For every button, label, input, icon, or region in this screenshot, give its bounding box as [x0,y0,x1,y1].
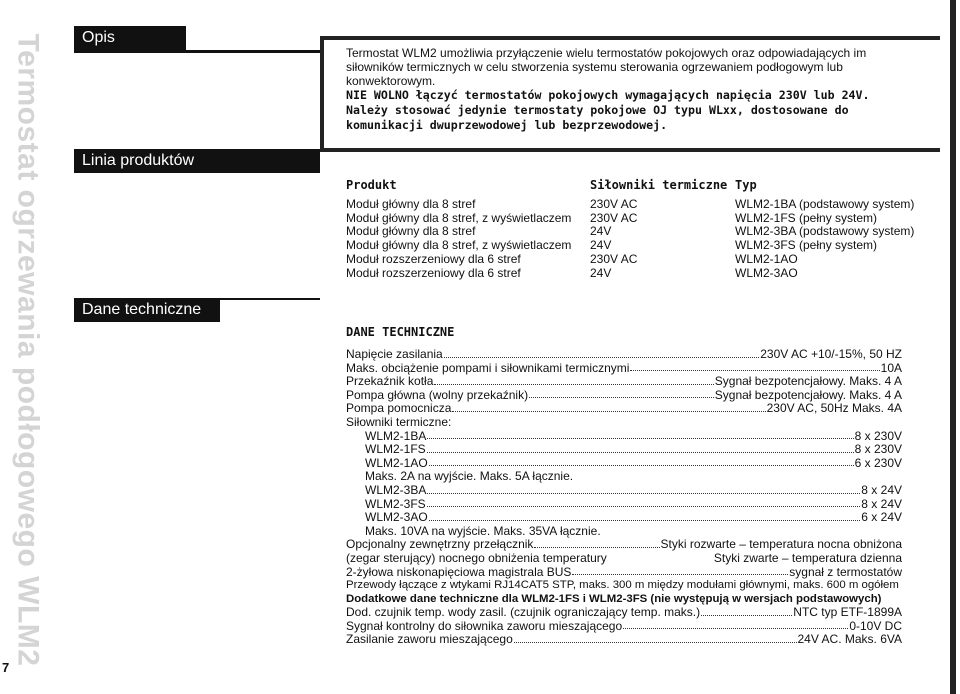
side-title: Termostat ogrzewania podłogowego WLM2 [11,33,44,667]
spec-1ao: WLM2-1AO 6 x 230V [365,456,902,470]
right-border [950,0,956,694]
section-dane-label: Dane techniczne [74,298,220,322]
section-linia [74,149,320,173]
spec-opcjonalny: Opcjonalny zewnętrzny przełącznik Styki rozwarte – temperatura nocna obniżona [346,538,902,552]
spec-przekaznik: Przekaźnik kotła Sygnał bezpotencjałowy. Maks. 4 A [346,375,902,389]
spec-napiecie: Napięcie zasilania 230V AC +10/-15%, 50 HZ [346,348,902,361]
spec-dodatkowe: Dodatkowe dane techniczne dla WLM2-1FS i WLM2-3FS (nie występują w wersjach podstawowych) [346,592,882,605]
tech-title: DANE TECHNICZNE [346,325,455,339]
intro-warning-1: NIE WOLNO łączyć termostatów pokojowych wymagających napięcia 230V lub 24V. [346,88,870,102]
intro-text: Termostat WLM2 umożliwia przyłączenie wielu termostatów pokojowych oraz odpowiadających im siłowników termicznych w celu stworzenia systemu sterowania ogrzewaniem podłogowym lub konwektorowym. [346,46,867,88]
header-produkt: Produkt [346,178,397,192]
header-typ: Typ [735,178,757,192]
spec-pompa-glowna: Pompa główna (wolny przekaźnik) Sygnał bezpotencjałowy. Maks. 4 A [346,388,902,402]
spec-sygnal: Sygnał kontrolny do siłownika zaworu mieszającego 0-10V DC [346,619,902,633]
table-row: Moduł rozszerzeniowy dla 6 stref 230V AC WLM2-1AO [346,251,798,266]
spec-3ao: WLM2-3AO 6 x 24V [365,511,902,525]
table-row: Moduł główny dla 8 stref, z wyświetlaczem 24V WLM2-3FS (pełny system) [346,238,878,253]
section-opis-label: Opis [74,26,186,50]
spec-opcjonalny-2: (zegar sterujący) nocnego obniżenia temperatury Styki zwarte – temperatura dzienna [346,551,902,565]
section-linia-label: Linia produktów [74,149,270,173]
table-row: Moduł główny dla 8 stref 24V WLM2-3BA (podstawowy system) [346,224,915,239]
spec-3fs: WLM2-3FS 8 x 24V [365,497,902,511]
spec-bus: 2-żyłowa niskonapięciowa magistrala BUS sygnał z termostatów [346,565,902,579]
table-row: Moduł główny dla 8 stref, z wyświetlaczem 230V AC WLM2-1FS (pełny system) [346,210,878,225]
spec-zasilanie: Zasilanie zaworu mieszającego 24V AC. Maks. 6VA [346,633,902,647]
spec-1fs: WLM2-1FS 8 x 230V [365,443,902,457]
table-row: Moduł główny dla 8 stref 230V AC WLM2-1BA (podstawowy system) [346,197,915,211]
spec-czujnik: Dod. czujnik temp. wody zasil. (czujnik ograniczający temp. maks.) NTC typ ETF-1899A [346,606,902,620]
intro-divider [320,148,940,152]
spec-maks-1: Maks. 2A na wyjście. Maks. 5A łącznie. [365,470,574,484]
section-opis [74,26,320,53]
products-table [346,178,914,280]
spec-przewody: Przewody łączące z wtykami RJ14CAT5 STP, maks. 300 m między modułami głównymi, maks. 600 m ogółem [346,579,899,592]
section-dane [74,298,320,322]
spec-1ba: WLM2-1BA 8 x 230V [365,429,902,443]
page-number: 7 [2,660,10,675]
spec-3ba: WLM2-3BA 8 x 24V [365,483,902,497]
intro [346,46,926,133]
spec-obciazenie: Maks. obciążenie pompami i siłownikami termicznymi 10A [346,361,902,375]
intro-warning-2: Należy stosować jedynie termostaty pokojowe OJ typu WLxx, dostosowane do komunikacji dwuprzewodowej lub bezprzewodowej. [346,103,849,132]
spec-maks-2: Maks. 10VA na wyjście. Maks. 35VA łącznie. [365,524,601,538]
table-row: Moduł rozszerzeniowy dla 6 stref 24V WLM2-3AO [346,265,798,280]
tech-data [346,325,902,647]
spec-pompa-pomocnicza: Pompa pomocnicza 230V AC, 50Hz Maks. 4A [346,402,902,416]
header-silowniki: Siłowniki termiczne [590,178,728,192]
spec-silowniki: Siłowniki termiczne: [346,415,452,429]
